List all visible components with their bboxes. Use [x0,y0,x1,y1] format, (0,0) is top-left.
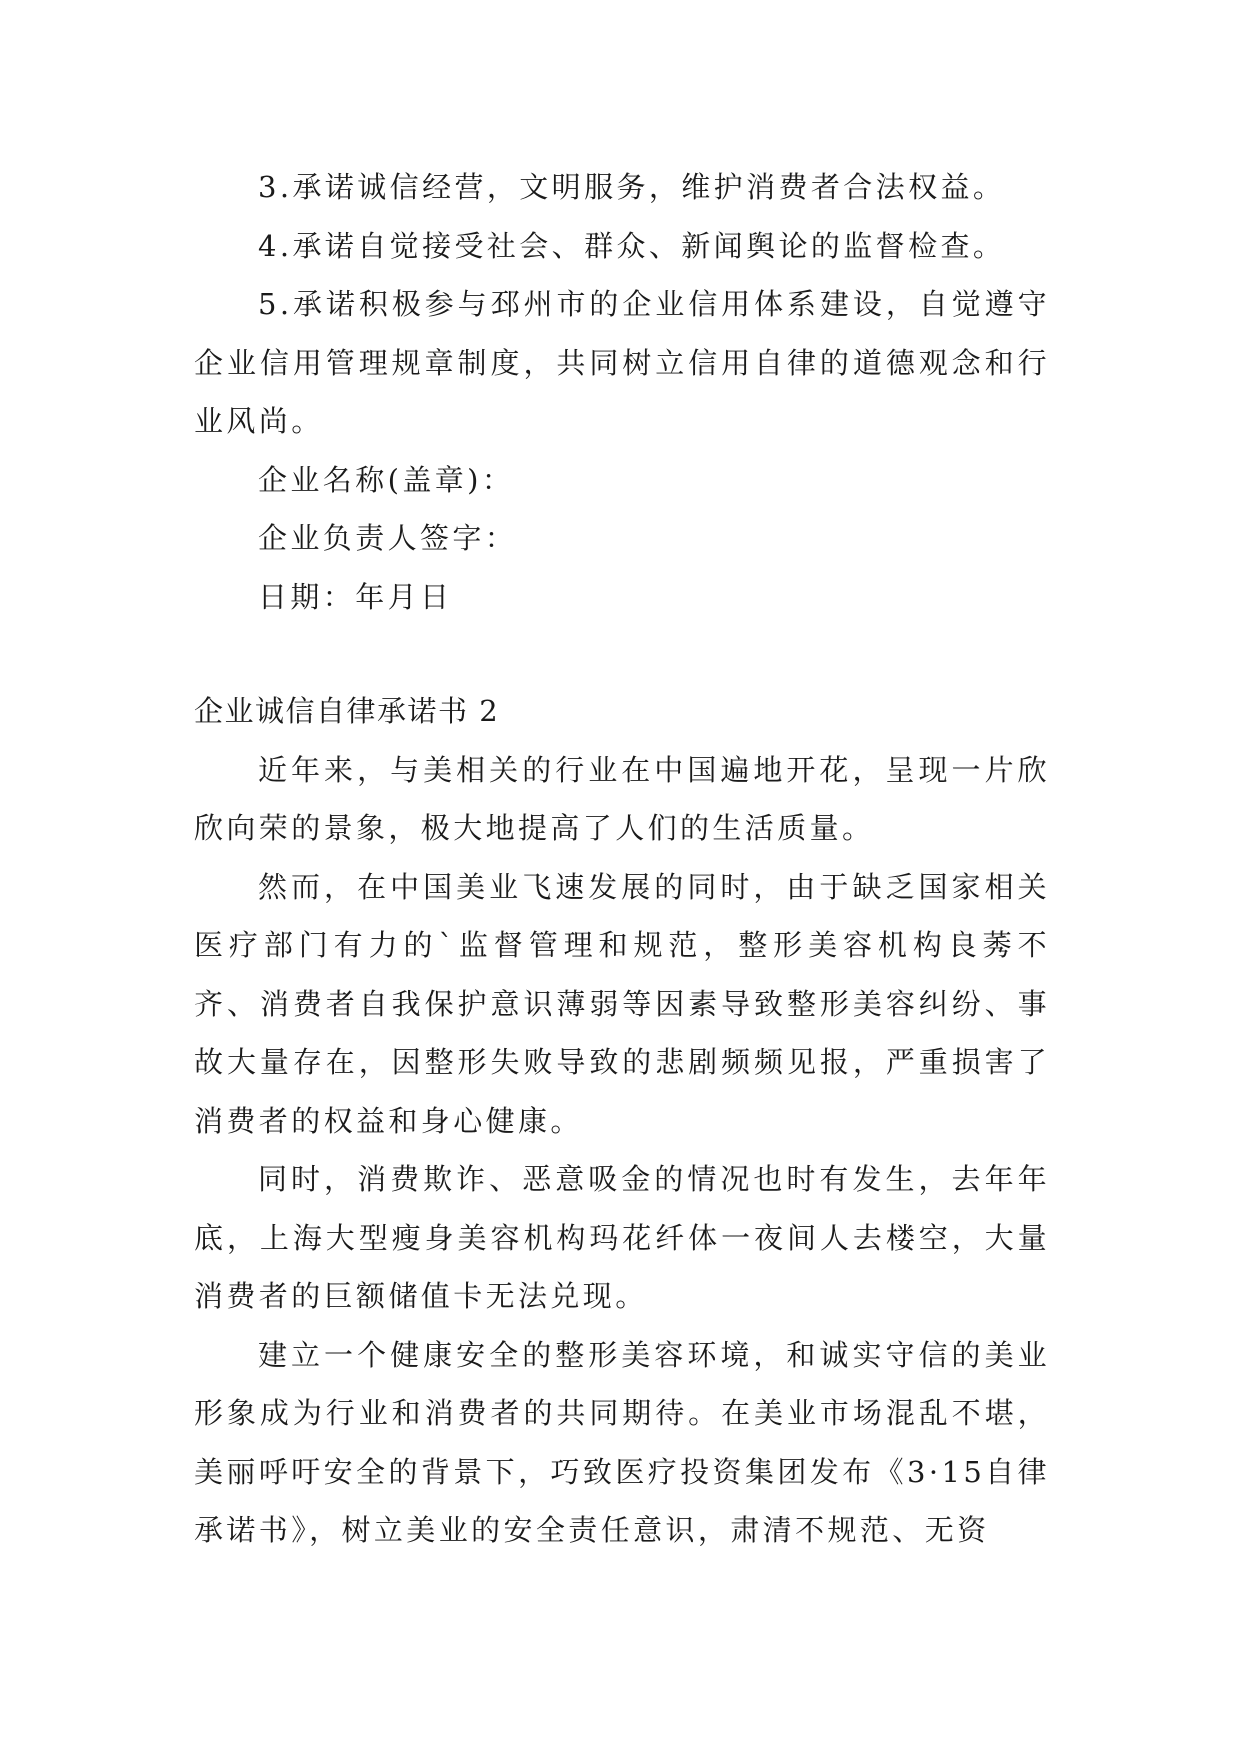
paragraph-intro: 近年来，与美相关的行业在中国遍地开花，呈现一片欣欣向荣的景象，极大地提高了人们的生活质量。 [194,752,1050,845]
paragraph-fraud: 同时，消费欺诈、恶意吸金的情况也时有发生，去年年底，上海大型瘦身美容机构玛花纤体一夜间人去楼空，大量消费者的巨额储值卡无法兑现。 [194,1162,1050,1313]
paragraph-initiative: 建立一个健康安全的整形美容环境，和诚实守信的美业形象成为行业和消费者的共同期待。在美业市场混乱不堪，美丽呼吁安全的背景下，巧致医疗投资集团发布《3·15自律承诺书》，树立美业的安全责任意识，肃清不规范、无资 [194,1337,1050,1547]
date-line: 日期：年月日 [258,579,453,614]
commitment-item-3: 3.承诺诚信经营，文明服务，维护消费者合法权益。 [258,170,1006,204]
signature-line: 企业负责人签字： [258,521,518,555]
company-name-line: 企业名称(盖章)： [258,462,515,497]
paragraph-problems: 然而，在中国美业飞速发展的同时，由于缺乏国家相关医疗部门有力的`监督管理和规范，整形美容机构良莠不齐、消费者自我保护意识薄弱等因素导致整形美容纠纷、事故大量存在，因整形失败导致的悲剧频频见报，严重损害了消费者的权益和身心健康。 [194,869,1050,1138]
section-title: 企业诚信自律承诺书 2 [194,694,500,728]
document-body [194,158,1050,1560]
commitment-item-5: 5.承诺积极参与邳州市的企业信用体系建设，自觉遵守企业信用管理规章制度，共同树立信用自律的道德观念和行业风尚。 [194,287,1050,438]
commitment-item-4: 4.承诺自觉接受社会、群众、新闻舆论的监督检查。 [258,228,1006,263]
